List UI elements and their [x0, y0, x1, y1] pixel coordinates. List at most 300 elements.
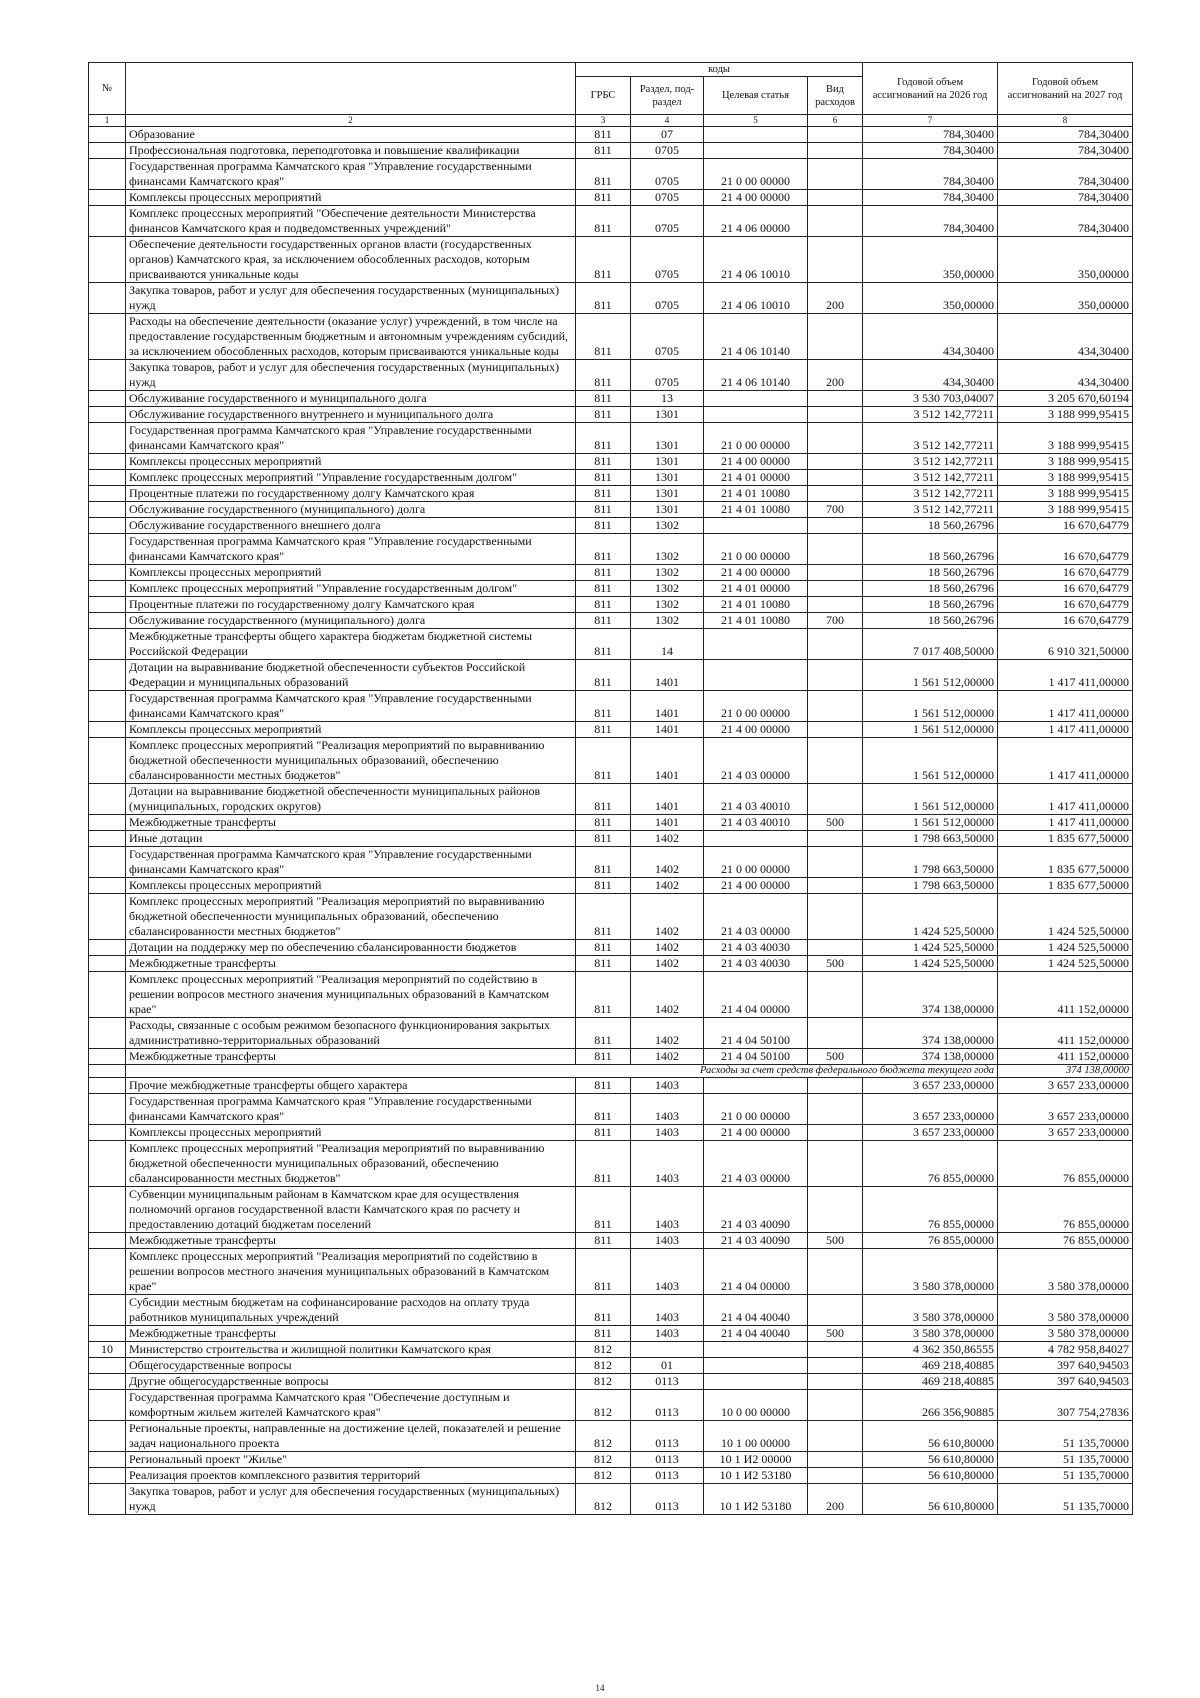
- expense-type-cell: [808, 1374, 863, 1390]
- amount-2026-cell: 56 610,80000: [863, 1452, 998, 1468]
- amount-2027-cell: 3 188 999,95415: [998, 486, 1133, 502]
- grbs-cell: 811: [576, 815, 631, 831]
- amount-2026-cell: 434,30400: [863, 360, 998, 391]
- column-number: 7: [863, 115, 998, 127]
- target-article-cell: [704, 660, 808, 691]
- grbs-cell: 811: [576, 847, 631, 878]
- target-article-cell: 21 4 06 10140: [704, 360, 808, 391]
- amount-2027-cell: 397 640,94503: [998, 1374, 1133, 1390]
- razdel-cell: 1301: [631, 502, 704, 518]
- row-number-cell: [89, 972, 126, 1018]
- target-article-cell: 10 0 00 00000: [704, 1390, 808, 1421]
- table-row: [89, 956, 1133, 972]
- target-article-cell: 21 4 03 40010: [704, 815, 808, 831]
- amount-2027-cell: 1 424 525,50000: [998, 940, 1133, 956]
- razdel-cell: 1402: [631, 1018, 704, 1049]
- grbs-cell: 812: [576, 1342, 631, 1358]
- row-number-cell: [89, 1078, 126, 1094]
- table-row: [89, 407, 1133, 423]
- amount-2026-cell: 374 138,00000: [863, 972, 998, 1018]
- expense-type-cell: [808, 159, 863, 190]
- target-article-cell: 21 4 06 10010: [704, 283, 808, 314]
- row-name-cell: Комплекс процессных мероприятий "Реализация мероприятий по выравниванию бюджетной обеспеченности муниципальных образований, обеспечению сбалансированности местных бюджетов": [126, 738, 576, 784]
- target-article-cell: 21 4 01 00000: [704, 581, 808, 597]
- expense-type-cell: [808, 1421, 863, 1452]
- row-number-cell: [89, 391, 126, 407]
- target-article-cell: 21 4 01 10080: [704, 502, 808, 518]
- amount-2027-cell: 3 657 233,00000: [998, 1125, 1133, 1141]
- amount-2027-cell: 397 640,94503: [998, 1358, 1133, 1374]
- row-number-cell: [89, 1125, 126, 1141]
- target-article-cell: 10 1 И2 00000: [704, 1452, 808, 1468]
- table-row: [89, 597, 1133, 613]
- target-article-cell: 21 4 01 00000: [704, 470, 808, 486]
- row-name-cell: Министерство строительства и жилищной политики Камчатского края: [126, 1342, 576, 1358]
- row-name-cell: Закупка товаров, работ и услуг для обеспечения государственных (муниципальных) нужд: [126, 360, 576, 391]
- table-row: [89, 391, 1133, 407]
- amount-2026-cell: 56 610,80000: [863, 1484, 998, 1515]
- table-row: [89, 127, 1133, 143]
- target-article-cell: 21 4 04 00000: [704, 972, 808, 1018]
- razdel-cell: 0113: [631, 1421, 704, 1452]
- amount-2026-cell: 3 530 703,04007: [863, 391, 998, 407]
- target-article-cell: [704, 143, 808, 159]
- table-row: [89, 1125, 1133, 1141]
- row-number-cell: [89, 454, 126, 470]
- expense-type-cell: [808, 1468, 863, 1484]
- expense-type-cell: [808, 1125, 863, 1141]
- target-article-cell: 21 4 04 50100: [704, 1018, 808, 1049]
- razdel-cell: 1403: [631, 1125, 704, 1141]
- razdel-cell: 1401: [631, 738, 704, 784]
- expense-type-cell: [808, 454, 863, 470]
- table-body: [89, 127, 1133, 1515]
- amount-2026-cell: 784,30400: [863, 190, 998, 206]
- table-row: [89, 1452, 1133, 1468]
- expense-type-cell: [808, 784, 863, 815]
- grbs-cell: 811: [576, 581, 631, 597]
- grbs-cell: 812: [576, 1390, 631, 1421]
- amount-2026-cell: 1 424 525,50000: [863, 940, 998, 956]
- expense-type-cell: [808, 972, 863, 1018]
- amount-2027-cell: 1 835 677,50000: [998, 831, 1133, 847]
- row-name-cell: Расходы на обеспечение деятельности (оказание услуг) учреждений, в том числе на предоставление государственным бюджетным и автономным учреждениям субсидий, за исключением обособленных расходов, которым присваиваются уникальные коды: [126, 314, 576, 360]
- row-name-cell: Государственная программа Камчатского края "Управление государственными финансами Камчатского края": [126, 847, 576, 878]
- table-row: [89, 423, 1133, 454]
- grbs-cell: 811: [576, 1326, 631, 1342]
- table-row: [89, 847, 1133, 878]
- table-row: [89, 360, 1133, 391]
- grbs-cell: 811: [576, 237, 631, 283]
- expense-type-cell: 200: [808, 1484, 863, 1515]
- grbs-cell: 811: [576, 1249, 631, 1295]
- row-number-cell: [89, 565, 126, 581]
- table-row: [89, 565, 1133, 581]
- table-row: [89, 972, 1133, 1018]
- amount-2026-cell: 3 512 142,77211: [863, 454, 998, 470]
- expense-type-cell: [808, 1358, 863, 1374]
- row-number-cell: [89, 597, 126, 613]
- razdel-cell: 0705: [631, 143, 704, 159]
- target-article-cell: [704, 518, 808, 534]
- razdel-cell: 1301: [631, 486, 704, 502]
- grbs-cell: 811: [576, 1295, 631, 1326]
- grbs-cell: 812: [576, 1452, 631, 1468]
- grbs-cell: 811: [576, 1049, 631, 1065]
- table-row: [89, 314, 1133, 360]
- amount-2027-cell: 3 188 999,95415: [998, 502, 1133, 518]
- grbs-cell: 811: [576, 143, 631, 159]
- amount-2026-cell: 18 560,26796: [863, 534, 998, 565]
- table-row: [89, 190, 1133, 206]
- amount-2026-cell: 374 138,00000: [998, 1065, 1133, 1078]
- target-article-cell: 21 4 03 40090: [704, 1187, 808, 1233]
- amount-2027-cell: 784,30400: [998, 206, 1133, 237]
- grbs-cell: 811: [576, 894, 631, 940]
- row-name-cell: Иные дотации: [126, 831, 576, 847]
- table-row: [89, 1374, 1133, 1390]
- row-name-cell: Прочие межбюджетные трансферты общего характера: [126, 1078, 576, 1094]
- target-article-cell: 21 0 00 00000: [704, 423, 808, 454]
- razdel-cell: 1401: [631, 815, 704, 831]
- razdel-cell: 1301: [631, 470, 704, 486]
- expense-type-cell: [808, 423, 863, 454]
- expense-type-cell: [808, 190, 863, 206]
- target-article-cell: 21 4 01 10080: [704, 597, 808, 613]
- row-number-cell: [89, 1187, 126, 1233]
- row-number-cell: [89, 847, 126, 878]
- razdel-cell: 1401: [631, 784, 704, 815]
- table-row: [89, 237, 1133, 283]
- razdel-cell: 01: [631, 1358, 704, 1374]
- row-number-cell: [89, 894, 126, 940]
- amount-2027-cell: 16 670,64779: [998, 565, 1133, 581]
- column-number: 4: [631, 115, 704, 127]
- row-number-cell: [89, 190, 126, 206]
- amount-2026-cell: 1 561 512,00000: [863, 660, 998, 691]
- amount-2027-cell: 51 135,70000: [998, 1484, 1133, 1515]
- razdel-cell: 13: [631, 391, 704, 407]
- razdel-cell: 1403: [631, 1094, 704, 1125]
- grbs-cell: 811: [576, 956, 631, 972]
- razdel-cell: 1402: [631, 940, 704, 956]
- row-number-cell: [89, 1390, 126, 1421]
- row-number-cell: [89, 159, 126, 190]
- target-article-cell: 21 0 00 00000: [704, 691, 808, 722]
- column-number: 2: [126, 115, 576, 127]
- row-name-cell: Дотации на поддержку мер по обеспечению сбалансированности бюджетов: [126, 940, 576, 956]
- table-row: [89, 894, 1133, 940]
- razdel-cell: 1403: [631, 1078, 704, 1094]
- expense-type-cell: [808, 237, 863, 283]
- row-number-cell: [89, 878, 126, 894]
- row-name-cell: Процентные платежи по государственному долгу Камчатского края: [126, 486, 576, 502]
- amount-2026-cell: 3 512 142,77211: [863, 470, 998, 486]
- table-row: [89, 691, 1133, 722]
- amount-2027-cell: 3 205 670,60194: [998, 391, 1133, 407]
- razdel-cell: 1403: [631, 1187, 704, 1233]
- table-row: [89, 1326, 1133, 1342]
- amount-2027-cell: 1 417 411,00000: [998, 660, 1133, 691]
- amount-2027-cell: 16 670,64779: [998, 518, 1133, 534]
- amount-2026-cell: 1 798 663,50000: [863, 831, 998, 847]
- amount-2026-cell: 469 218,40885: [863, 1358, 998, 1374]
- amount-2027-cell: 76 855,00000: [998, 1141, 1133, 1187]
- expense-type-cell: [808, 831, 863, 847]
- grbs-cell: 811: [576, 454, 631, 470]
- row-name-cell: Межбюджетные трансферты: [126, 1233, 576, 1249]
- razdel-cell: 1401: [631, 722, 704, 738]
- razdel-cell: 1301: [631, 407, 704, 423]
- target-article-cell: 21 4 04 40040: [704, 1326, 808, 1342]
- row-number-cell: [89, 314, 126, 360]
- table-row: [89, 940, 1133, 956]
- amount-2027-cell: 1 417 411,00000: [998, 691, 1133, 722]
- table-row: [89, 206, 1133, 237]
- table-header: [89, 63, 1133, 127]
- row-number-cell: [89, 738, 126, 784]
- razdel-cell: 1402: [631, 956, 704, 972]
- razdel-cell: 0705: [631, 159, 704, 190]
- expense-type-cell: [808, 534, 863, 565]
- expense-type-cell: 500: [808, 815, 863, 831]
- razdel-cell: 1403: [631, 1249, 704, 1295]
- row-number-cell: [89, 407, 126, 423]
- razdel-cell: 0113: [631, 1484, 704, 1515]
- target-article-cell: 21 4 03 00000: [704, 738, 808, 784]
- target-article-cell: 10 1 И2 53180: [704, 1468, 808, 1484]
- table-row: [89, 1342, 1133, 1358]
- table-row: [89, 486, 1133, 502]
- table-row: [89, 1295, 1133, 1326]
- grbs-cell: 812: [576, 1468, 631, 1484]
- razdel-cell: 0705: [631, 190, 704, 206]
- amount-2027-cell: 307 754,27836: [998, 1390, 1133, 1421]
- row-name-cell: Государственная программа Камчатского края "Управление государственными финансами Камчатского края": [126, 691, 576, 722]
- row-number-cell: [89, 283, 126, 314]
- razdel-cell: 1402: [631, 847, 704, 878]
- row-name-cell: Другие общегосударственные вопросы: [126, 1374, 576, 1390]
- table-row: [89, 784, 1133, 815]
- amount-2027-cell: 3 580 378,00000: [998, 1326, 1133, 1342]
- amount-2026-cell: 469 218,40885: [863, 1374, 998, 1390]
- target-article-cell: [704, 1078, 808, 1094]
- amount-2027-cell: 434,30400: [998, 314, 1133, 360]
- amount-2027-cell: 3 188 999,95415: [998, 423, 1133, 454]
- row-name-cell: Реализация проектов комплексного развития территорий: [126, 1468, 576, 1484]
- header-num: №: [89, 63, 126, 115]
- table-row: [89, 283, 1133, 314]
- amount-2026-cell: 1 561 512,00000: [863, 815, 998, 831]
- row-name-cell: Обслуживание государственного внешнего долга: [126, 518, 576, 534]
- grbs-cell: 811: [576, 691, 631, 722]
- amount-2026-cell: 56 610,80000: [863, 1468, 998, 1484]
- razdel-cell: 1302: [631, 534, 704, 565]
- grbs-cell: 811: [576, 738, 631, 784]
- row-number-cell: [89, 1468, 126, 1484]
- expense-type-cell: [808, 1342, 863, 1358]
- column-number: 5: [704, 115, 808, 127]
- amount-2027-cell: 784,30400: [998, 143, 1133, 159]
- amount-2026-cell: 374 138,00000: [863, 1049, 998, 1065]
- row-name-cell: Образование: [126, 127, 576, 143]
- target-article-cell: 21 4 00 00000: [704, 878, 808, 894]
- row-number-cell: [89, 360, 126, 391]
- razdel-cell: 1401: [631, 660, 704, 691]
- amount-2026-cell: 1 561 512,00000: [863, 784, 998, 815]
- header-name: [126, 63, 576, 115]
- table-row: [89, 1390, 1133, 1421]
- razdel-cell: 1302: [631, 613, 704, 629]
- grbs-cell: 812: [576, 1421, 631, 1452]
- grbs-cell: 811: [576, 502, 631, 518]
- row-name-cell: Региональные проекты, направленные на достижение целей, показателей и решение задач национального проекта: [126, 1421, 576, 1452]
- grbs-cell: 811: [576, 565, 631, 581]
- amount-2027-cell: 3 188 999,95415: [998, 470, 1133, 486]
- grbs-cell: 811: [576, 597, 631, 613]
- row-name-cell: Комплексы процессных мероприятий: [126, 565, 576, 581]
- expense-type-cell: [808, 1018, 863, 1049]
- razdel-cell: 1402: [631, 831, 704, 847]
- row-number-cell: [89, 1295, 126, 1326]
- amount-2026-cell: 76 855,00000: [863, 1141, 998, 1187]
- amount-2026-cell: 3 580 378,00000: [863, 1295, 998, 1326]
- grbs-cell: 811: [576, 360, 631, 391]
- expense-type-cell: 500: [808, 1233, 863, 1249]
- amount-2026-cell: 7 017 408,50000: [863, 629, 998, 660]
- amount-2027-cell: 51 135,70000: [998, 1452, 1133, 1468]
- amount-2026-cell: 266 356,90885: [863, 1390, 998, 1421]
- row-name-cell: Обслуживание государственного (муниципального) долга: [126, 613, 576, 629]
- expense-type-cell: [808, 1249, 863, 1295]
- grbs-cell: 811: [576, 486, 631, 502]
- amount-2026-cell: 1 424 525,50000: [863, 956, 998, 972]
- amount-2027-cell: 1 424 525,50000: [998, 956, 1133, 972]
- row-number-cell: [89, 423, 126, 454]
- row-number-cell: [89, 956, 126, 972]
- razdel-cell: 1402: [631, 894, 704, 940]
- row-number-cell: [89, 1249, 126, 1295]
- target-article-cell: 21 4 03 40030: [704, 940, 808, 956]
- row-name-cell: Комплексы процессных мероприятий: [126, 878, 576, 894]
- expense-type-cell: [808, 691, 863, 722]
- row-name-cell: Государственная программа Камчатского края "Управление государственными финансами Камчатского края": [126, 534, 576, 565]
- row-name-cell: Комплекс процессных мероприятий "Реализация мероприятий по выравниванию бюджетной обеспеченности муниципальных образований, обеспечению сбалансированности местных бюджетов": [126, 1141, 576, 1187]
- grbs-cell: 811: [576, 940, 631, 956]
- table-row: [89, 1484, 1133, 1515]
- amount-2026-cell: 784,30400: [863, 206, 998, 237]
- row-name-cell: Комплексы процессных мероприятий: [126, 1125, 576, 1141]
- table-row: [89, 143, 1133, 159]
- row-name-cell: Субвенции муниципальным районам в Камчатском крае для осуществления полномочий органов государственной власти Камчатского края по расчету и предоставлению дотаций бюджетам поселений: [126, 1187, 576, 1233]
- target-article-cell: [704, 391, 808, 407]
- grbs-cell: 811: [576, 314, 631, 360]
- amount-2027-cell: 3 188 999,95415: [998, 407, 1133, 423]
- razdel-cell: 1302: [631, 597, 704, 613]
- grbs-cell: 811: [576, 1094, 631, 1125]
- amount-2027-cell: 1 417 411,00000: [998, 784, 1133, 815]
- row-name-cell: Межбюджетные трансферты: [126, 956, 576, 972]
- row-name-cell: Закупка товаров, работ и услуг для обеспечения государственных (муниципальных) нужд: [126, 283, 576, 314]
- target-article-cell: [704, 407, 808, 423]
- amount-2027-cell: 411 152,00000: [998, 1018, 1133, 1049]
- row-number-cell: [89, 1326, 126, 1342]
- amount-2026-cell: 3 512 142,77211: [863, 423, 998, 454]
- razdel-cell: 1301: [631, 423, 704, 454]
- expense-type-cell: [808, 940, 863, 956]
- table-row: [89, 454, 1133, 470]
- target-article-cell: 21 0 00 00000: [704, 1094, 808, 1125]
- row-name-cell: Закупка товаров, работ и услуг для обеспечения государственных (муниципальных) нужд: [126, 1484, 576, 1515]
- grbs-cell: 811: [576, 407, 631, 423]
- grbs-cell: 811: [576, 470, 631, 486]
- amount-2026-cell: 3 657 233,00000: [863, 1094, 998, 1125]
- row-name-cell: Государственная программа Камчатского края "Обеспечение доступным и комфортным жильем жителей Камчатского края": [126, 1390, 576, 1421]
- target-article-cell: 21 4 01 10080: [704, 613, 808, 629]
- header-target-article: Целевая статья: [704, 77, 808, 115]
- target-article-cell: 21 4 03 40010: [704, 784, 808, 815]
- table-row: [89, 1065, 1133, 1078]
- table-row: [89, 613, 1133, 629]
- row-number-cell: 10: [89, 1342, 126, 1358]
- row-number-cell: [89, 1018, 126, 1049]
- row-name-cell: Государственная программа Камчатского края "Управление государственными финансами Камчатского края": [126, 159, 576, 190]
- expense-type-cell: [808, 486, 863, 502]
- amount-2027-cell: 3 188 999,95415: [998, 454, 1133, 470]
- expense-type-cell: [808, 565, 863, 581]
- amount-2027-cell: 784,30400: [998, 190, 1133, 206]
- row-number-cell: [89, 691, 126, 722]
- grbs-cell: 811: [576, 159, 631, 190]
- column-numbers-row: [89, 115, 1133, 127]
- target-article-cell: 21 4 06 10010: [704, 237, 808, 283]
- amount-2026-cell: 374 138,00000: [863, 1018, 998, 1049]
- expense-type-cell: [808, 1452, 863, 1468]
- row-name-cell: Расходы за счет средств федерального бюджета текущего года: [126, 1065, 998, 1078]
- amount-2026-cell: 784,30400: [863, 127, 998, 143]
- grbs-cell: 811: [576, 831, 631, 847]
- row-number-cell: [89, 1094, 126, 1125]
- amount-2026-cell: 18 560,26796: [863, 597, 998, 613]
- row-name-cell: Обслуживание государственного и муниципального долга: [126, 391, 576, 407]
- row-number-cell: [89, 629, 126, 660]
- expense-type-cell: 500: [808, 1326, 863, 1342]
- row-number-cell: [89, 613, 126, 629]
- row-number-cell: [89, 815, 126, 831]
- target-article-cell: [704, 127, 808, 143]
- target-article-cell: 21 0 00 00000: [704, 534, 808, 565]
- amount-2027-cell: 1 835 677,50000: [998, 878, 1133, 894]
- razdel-cell: 1401: [631, 691, 704, 722]
- razdel-cell: 1403: [631, 1141, 704, 1187]
- target-article-cell: 21 4 04 50100: [704, 1049, 808, 1065]
- page-number: 14: [595, 1683, 605, 1693]
- razdel-cell: 1403: [631, 1295, 704, 1326]
- amount-2026-cell: 3 580 378,00000: [863, 1326, 998, 1342]
- table-row: [89, 1358, 1133, 1374]
- amount-2027-cell: 3 580 378,00000: [998, 1249, 1133, 1295]
- row-name-cell: Субсидии местным бюджетам на софинансирование расходов на оплату труда работников муниципальных учреждений: [126, 1295, 576, 1326]
- amount-2026-cell: 1 561 512,00000: [863, 738, 998, 784]
- amount-2027-cell: 784,30400: [998, 127, 1133, 143]
- row-number-cell: [89, 143, 126, 159]
- amount-2026-cell: 3 657 233,00000: [863, 1125, 998, 1141]
- expense-type-cell: [808, 894, 863, 940]
- table-row: [89, 629, 1133, 660]
- target-article-cell: 21 4 00 00000: [704, 1125, 808, 1141]
- expense-type-cell: [808, 847, 863, 878]
- target-article-cell: 21 4 01 10080: [704, 486, 808, 502]
